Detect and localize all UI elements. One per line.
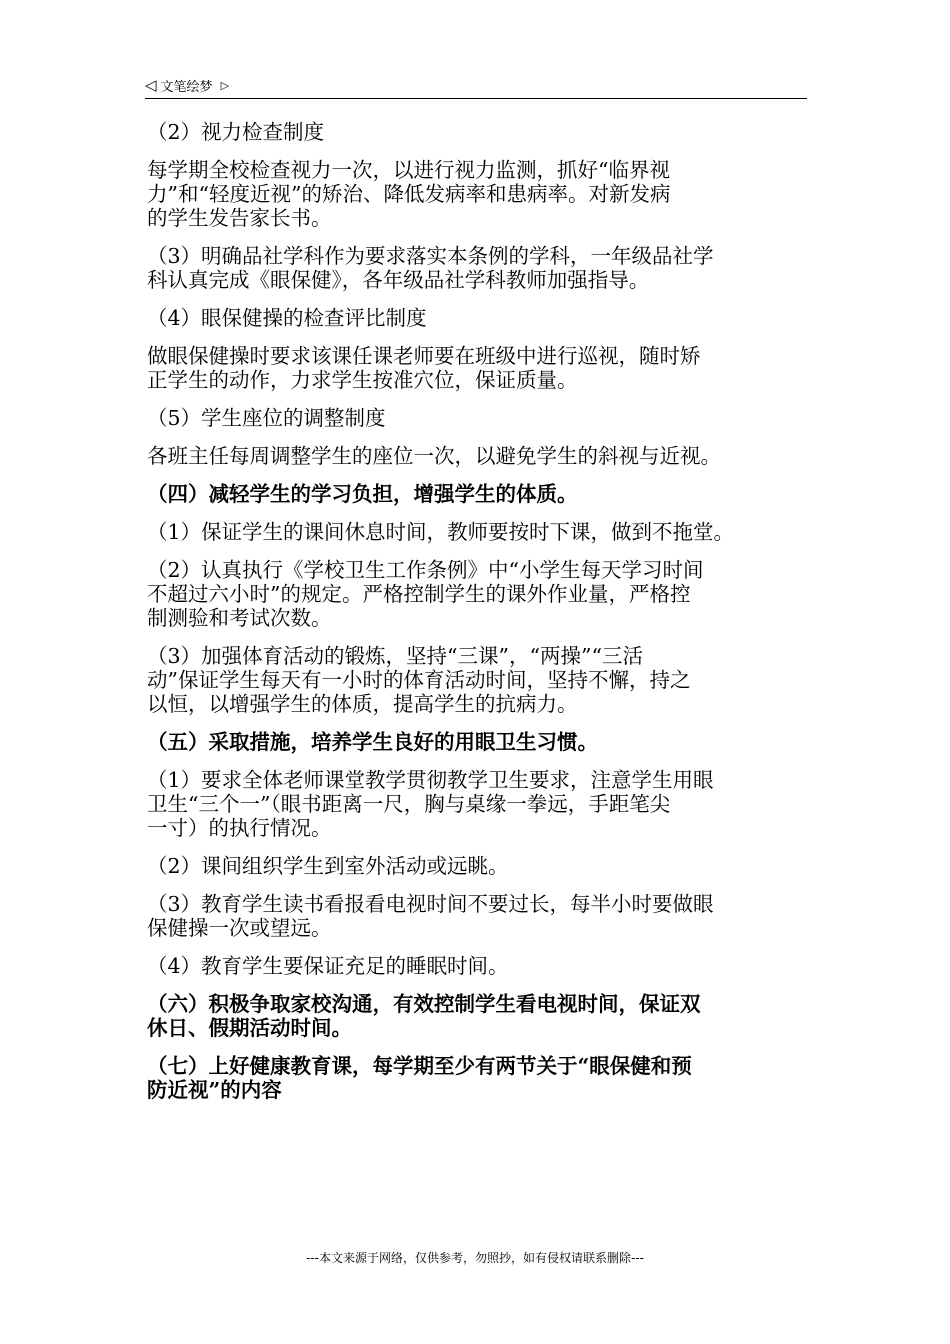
triangle-right-icon: ▷ (220, 78, 230, 92)
section-heading: （六）积极争取家校沟通，有效控制学生看电视时间，保证双 休日、假期活动时间。 (147, 992, 701, 1040)
triangle-left-icon: ◁ (145, 75, 157, 94)
paragraph: （2）视力检查制度 (147, 120, 325, 144)
page-header (145, 72, 807, 99)
paragraph: 每学期全校检查视力一次，以进行视力监测，抓好“临界视 力”和“轻度近视”的矫治、降低发病率和患病率。对新发病 的学生发告家长书。 (147, 158, 671, 230)
paragraph: （1）保证学生的课间休息时间，教师要按时下课，做到不拖堂。 (147, 520, 735, 544)
paragraph: （3）教育学生读书看报看电视时间不要过长，每半小时要做眼 保健操一次或望远。 (147, 892, 714, 940)
page-footer: ---本文来源于网络，仅供参考，勿照抄，如有侵权请联系删除--- (306, 1251, 644, 1265)
paragraph: （3）明确品社学科作为要求落实本条例的学科，一年级品社学 科认真完成《眼保健》，各年级品社学科教师加强指导。 (147, 244, 714, 292)
paragraph: （2）认真执行《学校卫生工作条例》中“小学生每天学习时间 不超过六小时”的规定。严格控制学生的课外作业量，严格控 制测验和考试次数。 (147, 558, 704, 630)
paragraph: （2）课间组织学生到室外活动或远眺。 (147, 854, 509, 878)
section-heading: （七）上好健康教育课，每学期至少有两节关于“眼保健和预 防近视”的内容 (147, 1054, 692, 1102)
header-title: 文笔绘梦 (160, 79, 213, 95)
document-body (147, 120, 819, 1116)
paragraph: （1）要求全体老师课堂教学贯彻教学卫生要求，注意学生用眼 卫生“三个一”（眼书距离一尺，胸与桌缘一拳远，手距笔尖 一寸）的执行情况。 (147, 768, 714, 840)
paragraph: （4）教育学生要保证充足的睡眠时间。 (147, 954, 509, 978)
section-heading: （四）减轻学生的学习负担，增强学生的体质。 (147, 482, 578, 506)
paragraph: （3）加强体育活动的锻炼，坚持“三课”，“两操”“三活 动”保证学生每天有一小时的体育活动时间，坚持不懈，持之 以恒，以增强学生的体质，提高学生的抗病力。 (147, 644, 691, 716)
paragraph: 各班主任每周调整学生的座位一次，以避免学生的斜视与近视。 (147, 444, 721, 468)
paragraph: 做眼保健操时要求该课任课老师要在班级中进行巡视，随时矫 正学生的动作，力求学生按准穴位，保证质量。 (147, 344, 701, 392)
paragraph: （5）学生座位的调整制度 (147, 406, 386, 430)
section-heading: （五）采取措施，培养学生良好的用眼卫生习惯。 (147, 730, 598, 754)
paragraph: （4）眼保健操的检查评比制度 (147, 306, 427, 330)
